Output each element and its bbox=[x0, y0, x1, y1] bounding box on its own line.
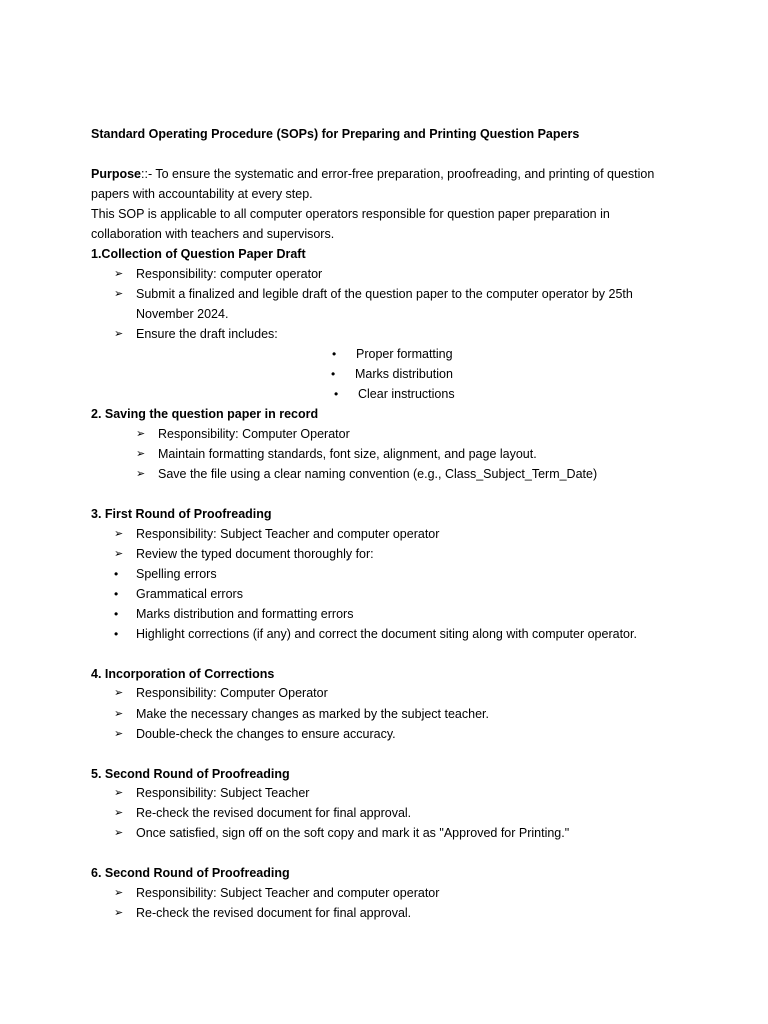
list-item: Once satisfied, sign off on the soft copy and mark it as "Approved for Printing." bbox=[136, 826, 570, 840]
arrow-bullet-icon: ➢ bbox=[114, 787, 124, 799]
list-item: Submit a finalized and legible draft of the question paper to the computer operator by 25th bbox=[136, 287, 633, 301]
dot-bullet-icon: • bbox=[114, 567, 119, 581]
list-item: Marks distribution and formatting errors bbox=[136, 607, 354, 621]
arrow-bullet-icon: ➢ bbox=[136, 468, 146, 480]
purpose-paragraph bbox=[91, 164, 654, 184]
document-title: Standard Operating Procedure (SOPs) for Preparing and Printing Question Papers bbox=[91, 127, 580, 141]
sub-list-item: Marks distribution bbox=[355, 367, 453, 381]
section-4-heading: 4. Incorporation of Corrections bbox=[91, 667, 275, 681]
sub-list-item: Proper formatting bbox=[356, 347, 453, 361]
dot-bullet-icon: • bbox=[331, 367, 336, 381]
purpose-label: Purpose bbox=[91, 167, 142, 181]
purpose-text-cont: papers with accountability at every step. bbox=[91, 187, 313, 201]
arrow-bullet-icon: ➢ bbox=[136, 448, 146, 460]
arrow-bullet-icon: ➢ bbox=[114, 827, 124, 839]
list-item: Review the typed document thoroughly for: bbox=[136, 547, 374, 561]
purpose-text: ::- To ensure the systematic and error-free preparation, proofreading, and printing of question bbox=[141, 167, 655, 181]
list-item: Responsibility: Computer Operator bbox=[136, 686, 328, 700]
section-5-heading: 5. Second Round of Proofreading bbox=[91, 767, 290, 781]
sub-list-item: Clear instructions bbox=[358, 387, 455, 401]
list-item: Grammatical errors bbox=[136, 587, 243, 601]
list-item: Responsibility: Computer Operator bbox=[158, 427, 350, 441]
section-1-heading: 1.Collection of Question Paper Draft bbox=[91, 247, 306, 261]
arrow-bullet-icon: ➢ bbox=[114, 708, 124, 720]
list-item: Re-check the revised document for final approval. bbox=[136, 906, 412, 920]
list-item: Make the necessary changes as marked by the subject teacher. bbox=[136, 707, 489, 721]
section-6-heading: 6. Second Round of Proofreading bbox=[91, 866, 290, 880]
dot-bullet-icon: • bbox=[332, 347, 337, 361]
list-item: Responsibility: computer operator bbox=[136, 267, 323, 281]
dot-bullet-icon: • bbox=[114, 607, 119, 621]
section-3-heading: 3. First Round of Proofreading bbox=[91, 507, 272, 521]
scope-text: This SOP is applicable to all computer operators responsible for question paper preparation in bbox=[91, 207, 610, 221]
dot-bullet-icon: • bbox=[114, 587, 119, 601]
list-item: Ensure the draft includes: bbox=[136, 327, 278, 341]
list-item: Save the file using a clear naming convention (e.g., Class_Subject_Term_Date) bbox=[158, 467, 598, 481]
arrow-bullet-icon: ➢ bbox=[114, 807, 124, 819]
arrow-bullet-icon: ➢ bbox=[114, 268, 124, 280]
dot-bullet-icon: • bbox=[114, 627, 119, 641]
scope-text-cont: collaboration with teachers and supervisors. bbox=[91, 227, 335, 241]
dot-bullet-icon: • bbox=[334, 387, 339, 401]
list-item: Responsibility: Subject Teacher and computer operator bbox=[136, 527, 440, 541]
section-2-heading: 2. Saving the question paper in record bbox=[91, 407, 319, 421]
arrow-bullet-icon: ➢ bbox=[114, 548, 124, 560]
list-item: Maintain formatting standards, font size, alignment, and page layout. bbox=[158, 447, 537, 461]
list-item: Highlight corrections (if any) and correct the document siting along with computer operator. bbox=[136, 627, 637, 641]
arrow-bullet-icon: ➢ bbox=[114, 288, 124, 300]
arrow-bullet-icon: ➢ bbox=[114, 328, 124, 340]
list-item: Double-check the changes to ensure accuracy. bbox=[136, 727, 396, 741]
arrow-bullet-icon: ➢ bbox=[114, 687, 124, 699]
arrow-bullet-icon: ➢ bbox=[114, 528, 124, 540]
arrow-bullet-icon: ➢ bbox=[136, 428, 146, 440]
arrow-bullet-icon: ➢ bbox=[114, 728, 124, 740]
list-item: Responsibility: Subject Teacher bbox=[136, 786, 310, 800]
list-item-cont: November 2024. bbox=[136, 307, 229, 321]
list-item: Re-check the revised document for final approval. bbox=[136, 806, 412, 820]
list-item: Responsibility: Subject Teacher and computer operator bbox=[136, 886, 440, 900]
list-item: Spelling errors bbox=[136, 567, 217, 581]
arrow-bullet-icon: ➢ bbox=[114, 887, 124, 899]
arrow-bullet-icon: ➢ bbox=[114, 907, 124, 919]
